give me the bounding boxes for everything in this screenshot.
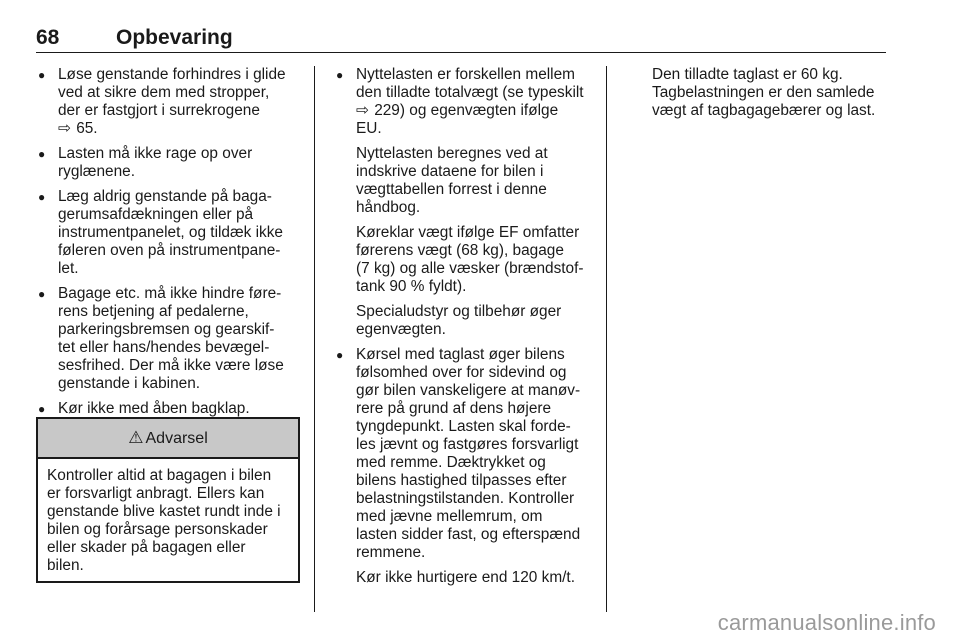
page-number: 68 (36, 26, 60, 49)
paragraph: Kør ikke hurtigere end 120 km/t. (356, 569, 575, 586)
column-2 (334, 66, 596, 594)
page-reference-link[interactable]: 229) og egenvægten ifølge (374, 102, 559, 119)
bullet-item: ● Læg aldrig genstande på baga- gerumsafdækningen eller på instrumentpanelet, og tildæk ikke føleren oven på instrumentpane- let. (36, 188, 298, 278)
warning-triangle-icon: ⚠ (128, 428, 144, 447)
bullet-item: ● Bagage etc. må ikke hindre føre- rens betjening af pedalerne, parkeringsbremsen og gearskif- tet eller hans/hendes bevægel- sesfrihed. Der må ikke være løse genstande i kabinen. (36, 285, 298, 393)
page-title: Opbevaring (116, 26, 233, 49)
page-reference-arrow-icon: ⇨ (356, 102, 369, 119)
column-1 (36, 66, 298, 425)
paragraph: Nyttelasten beregnes ved at indskrive dataene for bilen i vægttabellen forrest i denne håndbog. (356, 145, 548, 216)
bullet-item: ● Kør ikke med åben bagklap. (36, 400, 298, 418)
column-3 (652, 66, 892, 127)
page-header (36, 26, 886, 50)
warning-header (38, 419, 298, 459)
watermark: carmanualsonline.info (717, 610, 936, 635)
page-reference-arrow-icon: ⇨ (58, 120, 71, 137)
bullet-item: ● Nyttelasten er forskellen mellem den tilladte totalvægt (se typeskilt ⇨ 229) og egenvægten ifølge EU. (334, 66, 596, 138)
warning-box (36, 417, 300, 583)
paragraph: Den tilladte taglast er 60 kg. Tagbelastningen er den samlede vægt af tagbagagebærer og last. (652, 66, 876, 119)
paragraph: Køreklar vægt ifølge EF omfatter førerens vægt (68 kg), bagage (7 kg) og alle væsker (brændstof- tank 90 % fyldt). (356, 224, 584, 295)
warning-text: Kontroller altid at bagagen i bilen er forsvarligt anbragt. Ellers kan genstande blive kastet rundt inde i bilen og forårsage personskader eller skader på bagagen eller bilen. (47, 467, 281, 574)
warning-title: Advarsel (145, 430, 208, 447)
column-divider-2 (606, 66, 607, 612)
paragraph: Specialudstyr og tilbehør øger egenvægten. (356, 303, 562, 338)
bullet-item: ● Kørsel med taglast øger bilens følsomhed over for sidevind og gør bilen vanskeligere at manøv- rere på grund af dens højere tyngdepunkt. Lasten skal forde- les jævnt og fastgøres forsvarligt med remme. Dæktrykket og bilens hastighed tilpasses efter belastningstilstanden. Kontroller med jævne mellemrum, om lasten sidder fast, og efterspænd remmene. (334, 346, 596, 562)
bullet-item: ● Løse genstande forhindres i glide ved at sikre dem med stropper, der er fastgjort i surrekrogene ⇨ 65. (36, 66, 298, 138)
bullet-item: ● Lasten må ikke rage op over ryglænene. (36, 145, 298, 181)
header-rule (36, 52, 886, 53)
page-reference-link[interactable]: 65. (76, 120, 98, 137)
column-divider-1 (314, 66, 315, 612)
